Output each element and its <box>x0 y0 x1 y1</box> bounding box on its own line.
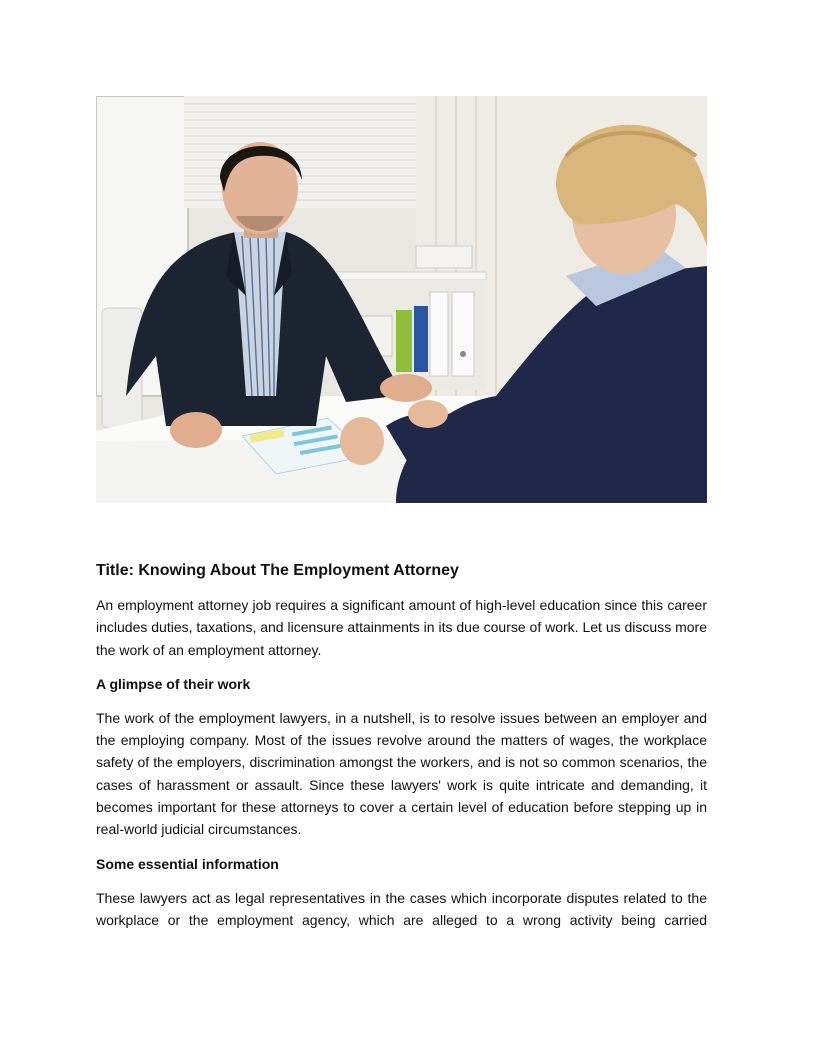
section-paragraph-essential: These lawyers act as legal representatives in the cases which incorporate disputes related to the workplace or the employment agency, which are alleged to a wrong activity being carried <box>96 889 707 928</box>
section-heading-glimpse: A glimpse of their work <box>96 675 251 692</box>
intro-paragraph: An employment attorney job requires a significant amount of high-level education since this career includes duties, taxations, and licensure attainments in its due course of work. Let us discuss more the work of an employment attorney. <box>96 597 707 658</box>
article-body <box>96 560 707 943</box>
header-photo <box>96 96 707 503</box>
section-heading-essential: Some essential information <box>96 855 279 872</box>
section-paragraph-glimpse: The work of the employment lawyers, in a nutshell, is to resolve issues between an employer and the employing company. Most of the issues revolve around the matters of wages, the workplace safety of the employers, discrimination amongst the workers, and is not so common scenarios, the cases of harassment or assault. Since these lawyers' work is quite intricate and demanding, it becomes important for these attorneys to cover a certain level of education before stepping up in real-world judicial circumstances. <box>96 709 707 838</box>
article-title: Title: Knowing About The Employment Attorney <box>96 562 459 579</box>
